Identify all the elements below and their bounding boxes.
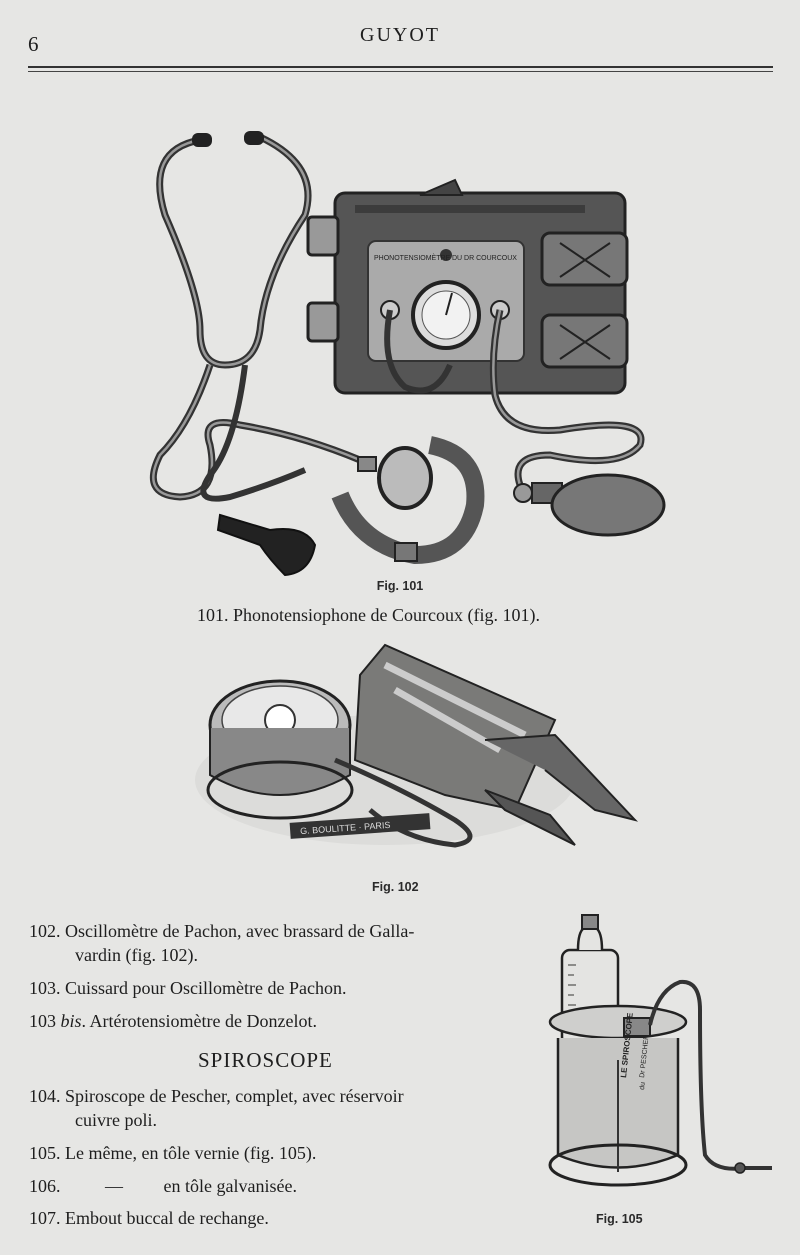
- tank-label-line3: Dr PESCHER: [639, 1034, 651, 1079]
- entry-103bis-number: 103: [29, 1011, 56, 1031]
- entry-102: 102. Oscillomètre de Pachon, avec brassard de Galla- vardin (fig. 102).: [29, 921, 415, 965]
- maker-stamp: G. BOULITTE · PARIS: [299, 819, 391, 837]
- entry-106-number: 106: [29, 1176, 56, 1196]
- entry-106-text: en tôle galvanisée.: [163, 1176, 297, 1196]
- plate-label-right: DU DR COURCOUX: [452, 255, 517, 262]
- entry-103-text: Cuissard pour Oscillomètre de Pachon.: [65, 978, 347, 998]
- page-number: 6: [28, 32, 39, 56]
- figure-105-illustration: [540, 910, 785, 1210]
- entry-107: 107. Embout buccal de rechange.: [29, 1208, 269, 1228]
- entry-103: 103. Cuissard pour Oscillomètre de Pachon.: [29, 978, 347, 998]
- entry-103-number: 103: [29, 978, 56, 998]
- header-rule: [28, 66, 773, 68]
- entry-102-line1: Oscillomètre de Pachon, avec brassard de Galla-: [65, 921, 415, 941]
- entry-105-text: Le même, en tôle vernie (fig. 105).: [65, 1143, 317, 1163]
- entry-102-number: 102: [29, 921, 56, 941]
- entry-103bis-suffix: bis: [60, 1011, 82, 1031]
- entry-103-bis: 103 bis. Artérotensiomètre de Donzelot.: [29, 1011, 317, 1031]
- entry-104-number: 104: [29, 1086, 56, 1106]
- entry-106: 106. — en tôle galvanisée.: [29, 1176, 297, 1196]
- figure-102-caption: Fig. 102: [372, 880, 419, 894]
- entry-105-number: 105: [29, 1143, 56, 1163]
- section-title: SPIROSCOPE: [198, 1048, 333, 1072]
- chest-piece-icon: [379, 448, 431, 508]
- plate-label-left: PHONOTENSIOMÈTRE: [374, 255, 451, 262]
- entry-101-text: Phonotensiophone de Courcoux (fig. 101).: [233, 605, 540, 625]
- tank-label-line2: du: [639, 1081, 647, 1091]
- running-head: GUYOT: [360, 24, 440, 46]
- entry-106-dash: —: [105, 1176, 123, 1196]
- entry-101: 101. Phonotensiophone de Courcoux (fig. 101).: [197, 605, 540, 625]
- entry-104-line1: Spiroscope de Pescher, complet, avec réservoir: [65, 1086, 404, 1106]
- entry-103bis-text: Artérotensiomètre de Donzelot.: [89, 1011, 317, 1031]
- entry-101-number: 101: [197, 605, 224, 625]
- tank-label-line1: LE SPIROSCOPE: [619, 1012, 635, 1079]
- entry-107-text: Embout buccal de rechange.: [65, 1208, 269, 1228]
- entry-104: 104. Spiroscope de Pescher, complet, avec réservoir cuivre poli.: [29, 1086, 404, 1130]
- stethoscope-icon: [160, 137, 308, 365]
- entry-107-number: 107: [29, 1208, 56, 1228]
- entry-102-line2: vardin (fig. 102).: [75, 945, 198, 965]
- entry-104-line2: cuivre poli.: [75, 1110, 157, 1130]
- ear-funnel-icon: [218, 515, 315, 575]
- figure-102-illustration: [185, 640, 645, 860]
- figure-101-illustration: [130, 125, 670, 585]
- pump-bulb-icon: [552, 475, 664, 535]
- header-rule-thin: [28, 71, 773, 72]
- figure-105-caption: Fig. 105: [596, 1212, 643, 1226]
- entry-105: 105. Le même, en tôle vernie (fig. 105).: [29, 1143, 317, 1163]
- figure-101-caption: Fig. 101: [376, 579, 424, 593]
